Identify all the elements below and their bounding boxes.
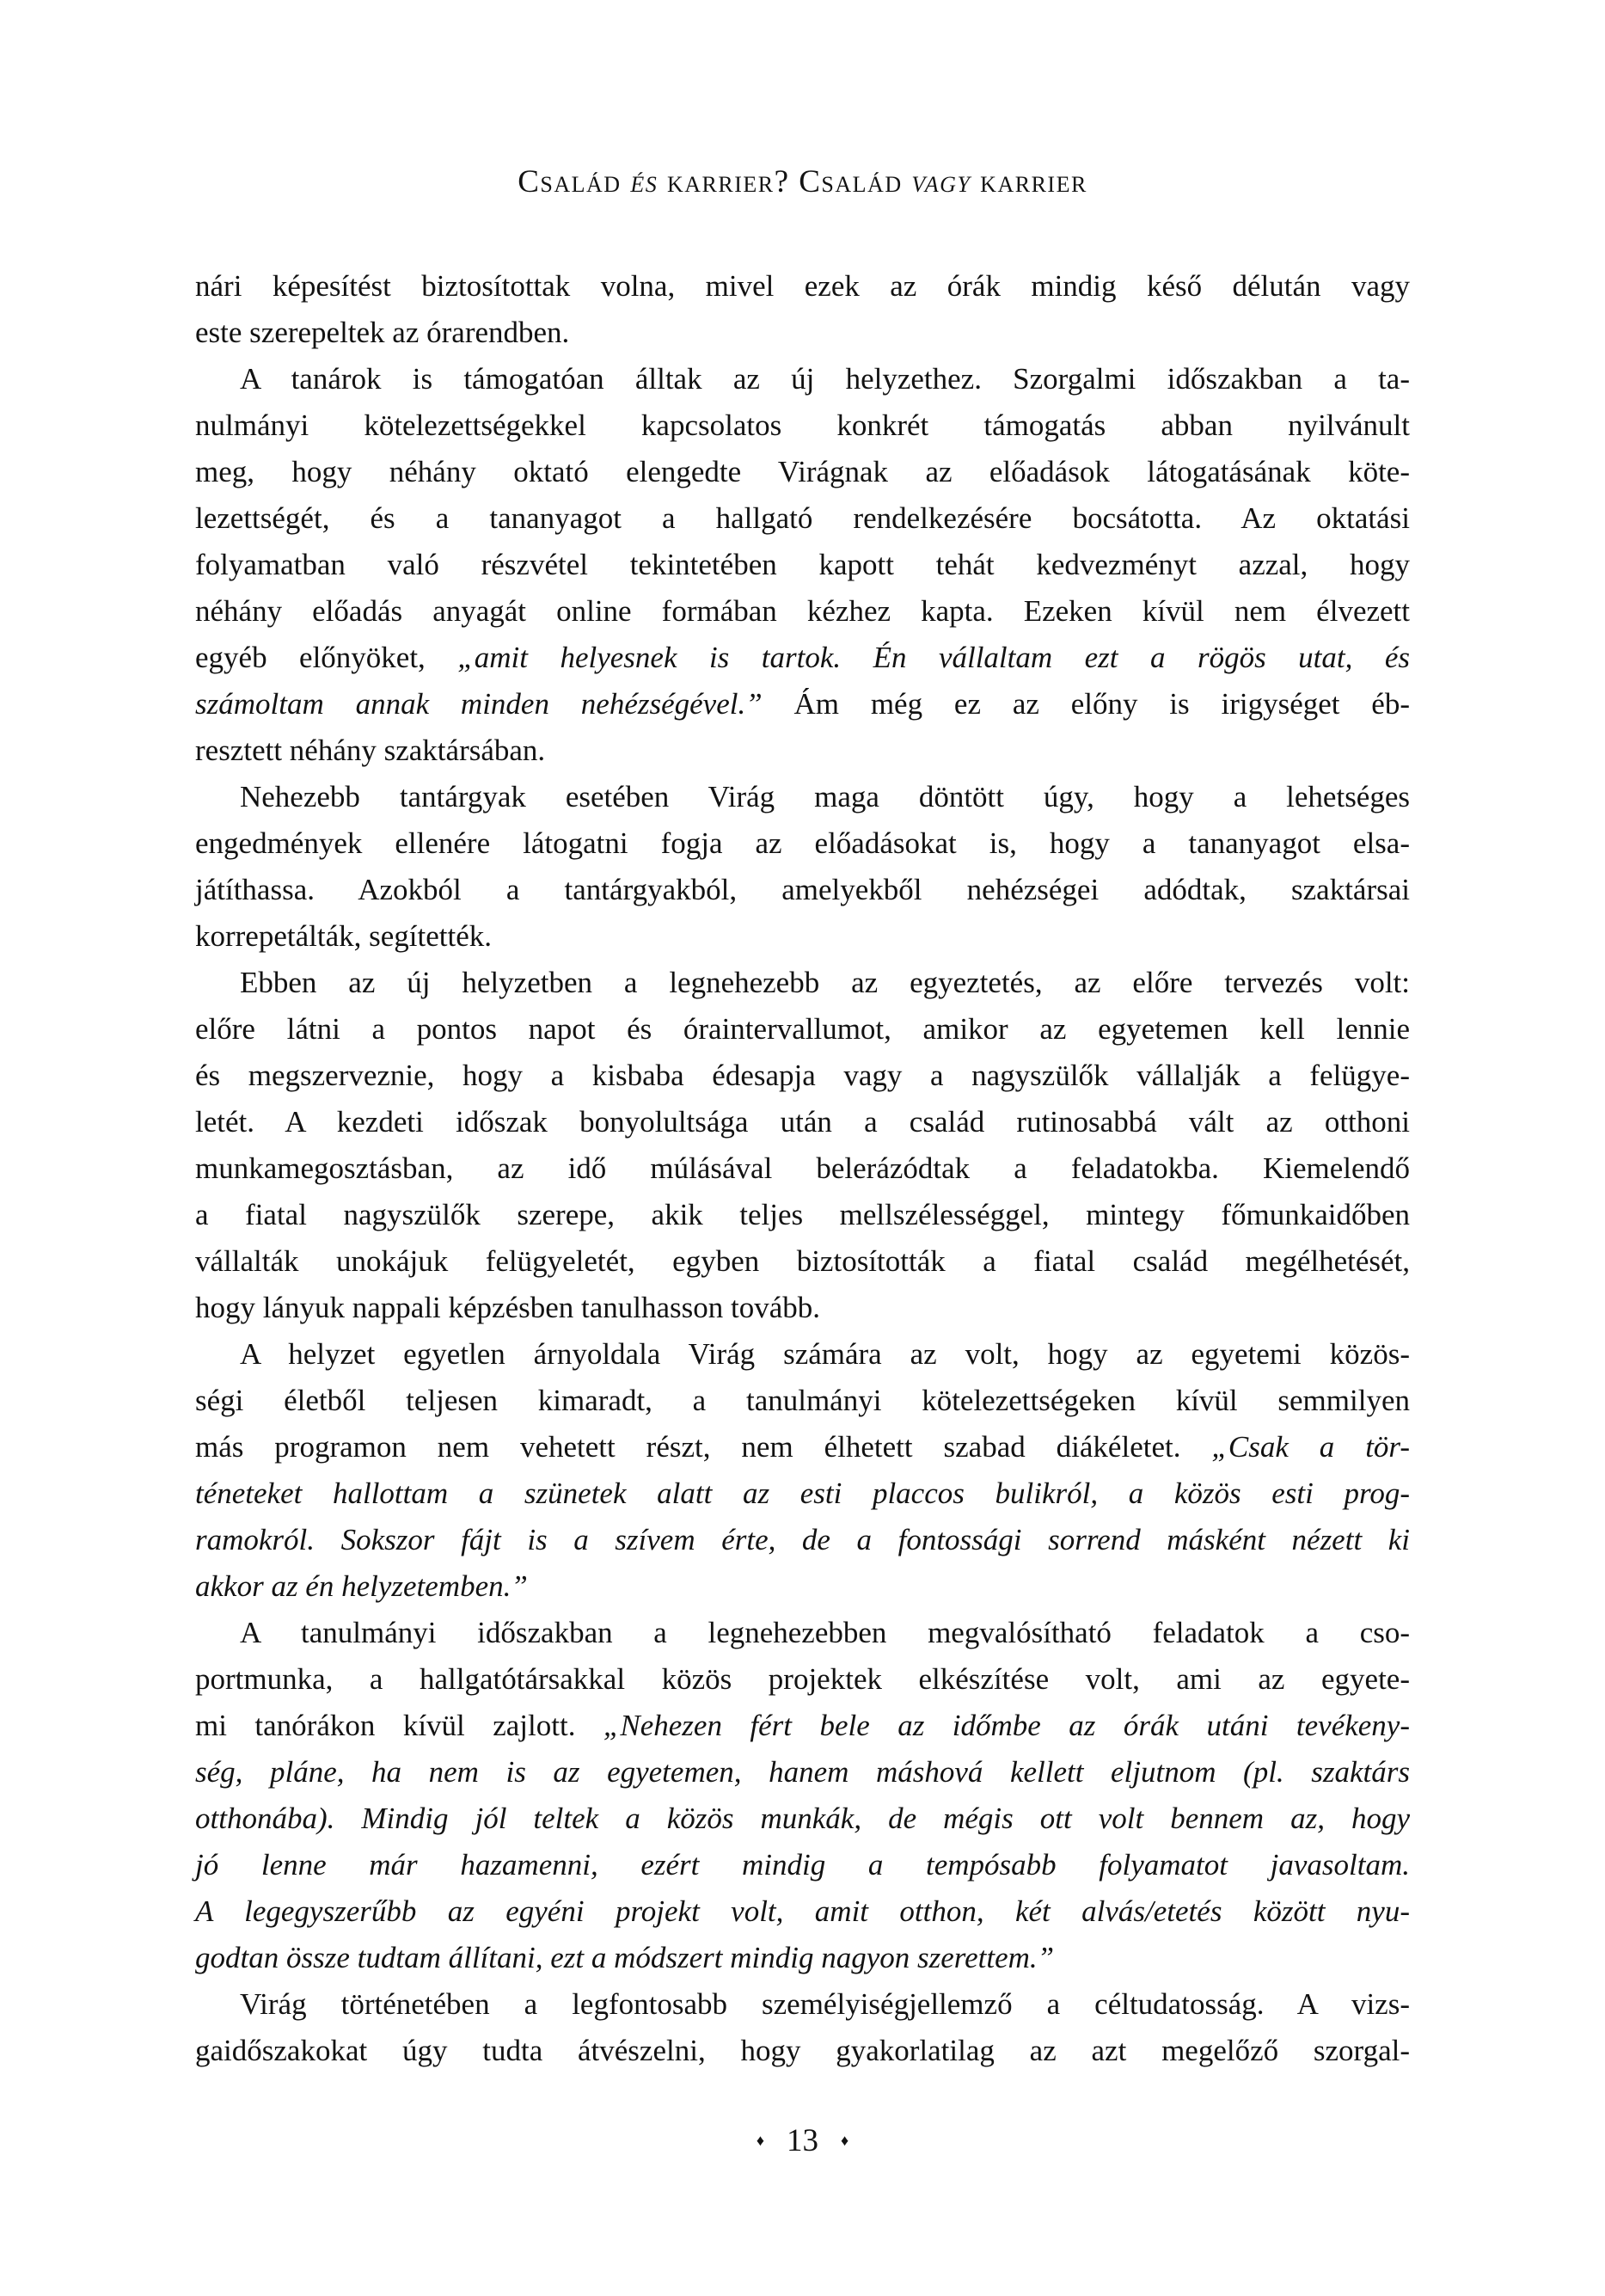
- page-number: 13: [787, 2123, 818, 2158]
- text-run: A tanárok is támogatóan álltak az új helyzethez. Szorgalmi időszakban a ta-: [240, 362, 1410, 396]
- text-run: a fiatal nagyszülők szerepe, akik teljes mellszélességgel, mintegy főmunkaidőben: [195, 1198, 1410, 1231]
- header-run: karrier: [971, 164, 1087, 200]
- header-run: és: [630, 164, 659, 200]
- text-run: „Csak a tör-: [1211, 1430, 1411, 1464]
- text-run: korrepetálták, segítették.: [195, 919, 492, 953]
- text-run: vállalták unokájuk felügyeletét, egyben biztosították a fiatal család megélhetését,: [195, 1244, 1410, 1278]
- text-run: resztett néhány szaktársában.: [195, 734, 546, 767]
- running-header: [195, 165, 1410, 200]
- text-line: [195, 1563, 1410, 1610]
- text-run: Nehezebb tantárgyak esetében Virág maga döntött úgy, hogy a lehetséges: [240, 780, 1410, 813]
- text-run: nulmányi kötelezettségekkel kapcsolatos konkrét támogatás abban nyilvánult: [195, 408, 1410, 442]
- folio: [195, 2117, 1410, 2164]
- text-line: [195, 1981, 1410, 2028]
- header-run: Család: [518, 164, 631, 200]
- diamond-icon: ♦: [841, 2132, 849, 2149]
- text-run: előre látni a pontos napot és óraintervallumot, amikor az egyetemen kell lennie: [195, 1012, 1410, 1046]
- text-line: [195, 263, 1410, 310]
- paragraph: [195, 1610, 1410, 1981]
- text-run: egyéb előnyöket,: [195, 641, 458, 674]
- text-line: [195, 1238, 1410, 1285]
- text-line: [195, 1331, 1410, 1378]
- text-run: „Nehezen fért bele az időmbe az órák utáni tevékeny-: [603, 1709, 1410, 1742]
- text-line: [195, 1517, 1410, 1563]
- text-line: [195, 1006, 1410, 1053]
- text-run: Virág történetében a legfontosabb személyiségjellemző a céltudatosság. A vizs-: [240, 1987, 1410, 2021]
- text-run: ségi életből teljesen kimaradt, a tanulmányi kötelezettségeken kívül semmilyen: [195, 1384, 1410, 1417]
- text-line: [195, 449, 1410, 495]
- diamond-icon: ♦: [756, 2132, 764, 2149]
- header-run: vagy: [911, 164, 971, 200]
- text-run: néhány előadás anyagát online formában kézhez kapta. Ezeken kívül nem élvezett: [195, 594, 1410, 628]
- text-line: [195, 867, 1410, 913]
- text-run: játíthassa. Azokból a tantárgyakból, amelyekből nehézségei adódtak, szaktársai: [195, 873, 1410, 906]
- text-run: Ebben az új helyzetben a legnehezebb az egyeztetés, az előre tervezés volt:: [240, 966, 1410, 999]
- text-run: portmunka, a hallgatótársakkal közös projektek elkészítése volt, ami az egyete-: [195, 1662, 1410, 1696]
- text-run: más programon nem vehetett részt, nem élhetett szabad diákéletet.: [195, 1430, 1212, 1464]
- text-run: A legegyszerűbb az egyéni projekt volt, amit otthon, két alvás/etetés között nyu-: [195, 1894, 1410, 1928]
- text-run: téneteket hallottam a szünetek alatt az esti placcos bulikról, a közös esti prog-: [195, 1476, 1410, 1510]
- text-line: [195, 1703, 1410, 1749]
- text-line: [195, 1053, 1410, 1099]
- text-run: hogy lányuk nappali képzésben tanulhasson tovább.: [195, 1291, 821, 1324]
- text-line: [195, 1099, 1410, 1145]
- text-line: [195, 310, 1410, 356]
- text-run: este szerepeltek az órarendben.: [195, 316, 570, 349]
- text-line: [195, 1749, 1410, 1796]
- paragraph: [195, 1331, 1410, 1610]
- paragraph: [195, 1981, 1410, 2074]
- text-run: lezettségét, és a tananyagot a hallgató rendelkezésére bocsátotta. Az oktatási: [195, 501, 1410, 535]
- paragraph: [195, 356, 1410, 774]
- text-line: [195, 1842, 1410, 1888]
- text-run: Ám még ez az előny is irigységet éb-: [762, 687, 1410, 721]
- text-run: folyamatban való részvétel tekintetében kapott tehát kedvezményt azzal, hogy: [195, 548, 1410, 581]
- text-line: [195, 588, 1410, 635]
- text-run: akkor az én helyzetemben.”: [195, 1569, 528, 1603]
- text-line: [195, 2028, 1410, 2074]
- text-line: [195, 1656, 1410, 1703]
- text-run: jó lenne már hazamenni, ezért mindig a tempósabb folyamatot javasoltam.: [195, 1848, 1410, 1882]
- text-line: [195, 635, 1410, 681]
- text-line: [195, 1145, 1410, 1192]
- text-line: [195, 774, 1410, 820]
- text-run: ség, pláne, ha nem is az egyetemen, hanem máshová kellett eljutnom (pl. szaktárs: [195, 1755, 1410, 1789]
- text-run: otthonába). Mindig jól teltek a közös munkák, de mégis ott volt bennem az, hogy: [195, 1802, 1410, 1835]
- paragraph: [195, 774, 1410, 960]
- text-line: [195, 356, 1410, 402]
- text-line: [195, 913, 1410, 960]
- text-line: [195, 960, 1410, 1006]
- text-line: [195, 495, 1410, 542]
- text-line: [195, 1285, 1410, 1331]
- paragraph: [195, 263, 1410, 356]
- text-run: „amit helyesnek is tartok. Én vállaltam ezt a rögös utat, és: [457, 641, 1411, 674]
- text-line: [195, 1888, 1410, 1935]
- text-run: godtan össze tudtam állítani, ezt a módszert mindig nagyon szerettem.”: [195, 1941, 1055, 1974]
- text-run: A helyzet egyetlen árnyoldala Virág számára az volt, hogy az egyetemi közös-: [240, 1337, 1410, 1371]
- text-run: nári képesítést biztosítottak volna, mivel ezek az órák mindig késő délután vagy: [195, 269, 1410, 303]
- text-run: engedmények ellenére látogatni fogja az előadásokat is, hogy a tananyagot elsa-: [195, 826, 1410, 860]
- text-line: [195, 820, 1410, 867]
- text-line: [195, 681, 1410, 727]
- text-line: [195, 1610, 1410, 1656]
- text-run: számoltam annak minden nehézségével.”: [195, 687, 763, 721]
- text-run: letét. A kezdeti időszak bonyolultsága után a család rutinosabbá vált az otthoni: [195, 1105, 1410, 1139]
- text-line: [195, 1424, 1410, 1470]
- text-run: A tanulmányi időszakban a legnehezebben megvalósítható feladatok a cso-: [240, 1616, 1410, 1649]
- text-line: [195, 1378, 1410, 1424]
- text-line: [195, 402, 1410, 449]
- body-text: [195, 263, 1410, 2074]
- text-run: és megszerveznie, hogy a kisbaba édesapja vagy a nagyszülők vállalják a felügye-: [195, 1059, 1410, 1092]
- text-run: gaidőszakokat úgy tudta átvészelni, hogy gyakorlatilag az azt megelőző szorgal-: [195, 2034, 1410, 2067]
- text-run: munkamegosztásban, az idő múlásával belerázódtak a feladatokba. Kiemelendő: [195, 1151, 1410, 1185]
- header-run: karrier? Család: [658, 164, 912, 200]
- text-line: [195, 1192, 1410, 1238]
- text-run: mi tanórákon kívül zajlott.: [195, 1709, 603, 1742]
- text-line: [195, 1796, 1410, 1842]
- text-run: meg, hogy néhány oktató elengedte Virágnak az előadások látogatásának köte-: [195, 455, 1410, 488]
- text-line: [195, 1935, 1410, 1981]
- text-run: ramokról. Sokszor fájt is a szívem érte, de a fontossági sorrend másként nézett ki: [195, 1523, 1410, 1556]
- text-line: [195, 1470, 1410, 1517]
- text-line: [195, 542, 1410, 588]
- text-line: [195, 727, 1410, 774]
- paragraph: [195, 960, 1410, 1331]
